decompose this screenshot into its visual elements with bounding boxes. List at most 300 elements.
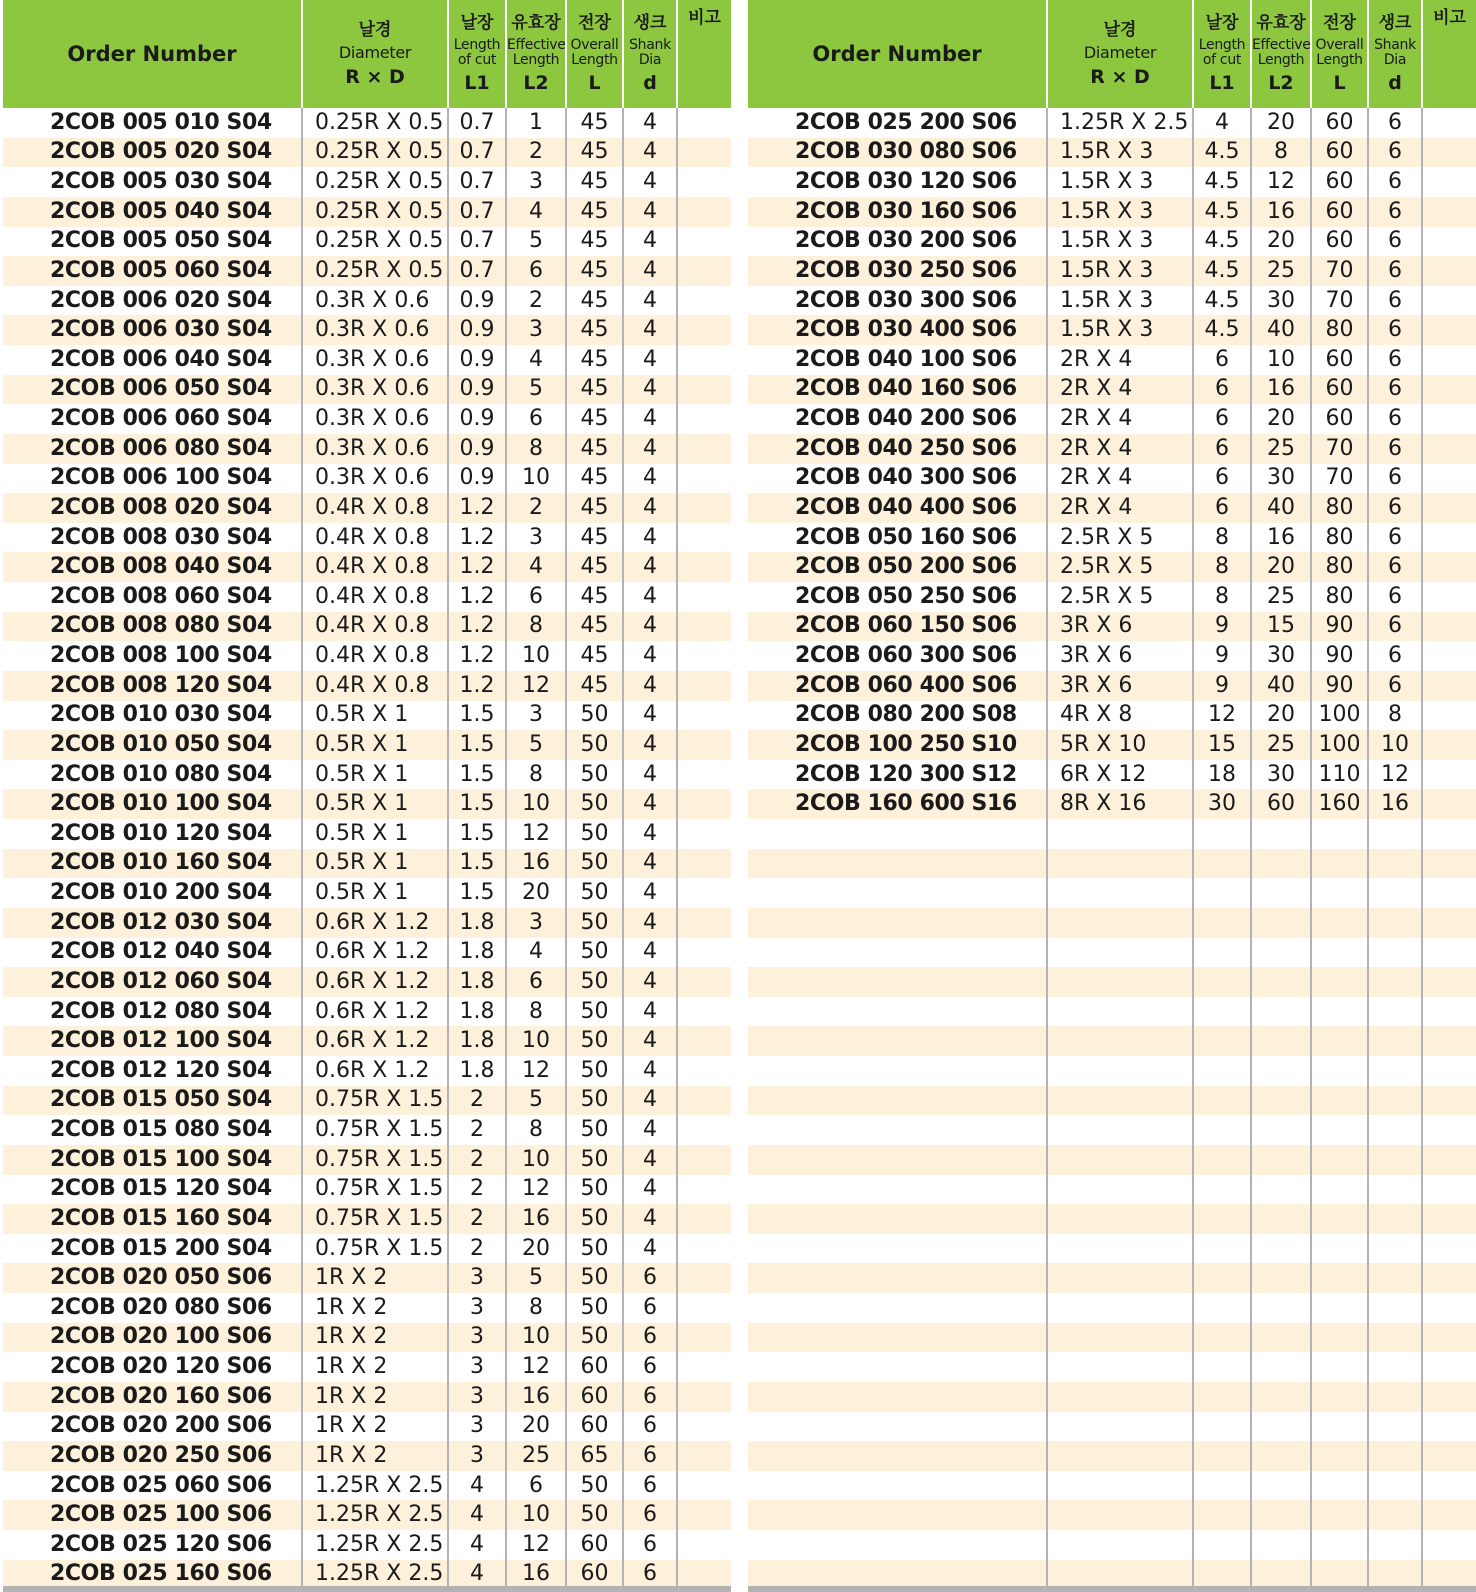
overall-length-cell: 50	[566, 1145, 623, 1175]
empty-cell	[1047, 1293, 1193, 1323]
length-of-cut-cell: 0.9	[448, 315, 506, 345]
note-cell	[677, 1500, 731, 1530]
empty-row	[748, 997, 1476, 1027]
shank-dia-cell: 4	[623, 730, 677, 760]
diameter-cell: 0.4R X 0.8	[302, 612, 448, 642]
table-row	[3, 345, 731, 375]
table-row	[748, 434, 1476, 464]
effective-length-cell: 4	[506, 938, 566, 968]
empty-cell	[1368, 819, 1422, 849]
overall-length-cell: 50	[566, 1293, 623, 1323]
overall-length-cell: 45	[566, 138, 623, 168]
note-cell	[677, 464, 731, 494]
effective-length-cell: 2	[506, 493, 566, 523]
order-number-cell: 2COB 008 080 S04	[3, 612, 302, 642]
length-of-cut-cell: 0.9	[448, 375, 506, 405]
empty-cell	[748, 1352, 1047, 1382]
effective-length-cell: 3	[506, 908, 566, 938]
length-of-cut-cell: 0.9	[448, 286, 506, 316]
table-row	[748, 641, 1476, 671]
effective-length-cell: 20	[1251, 404, 1311, 434]
empty-cell	[1422, 1263, 1476, 1293]
shank-dia-cell: 4	[623, 1204, 677, 1234]
effective-length-cell: 5	[506, 227, 566, 257]
overall-length-cell: 70	[1311, 464, 1368, 494]
empty-cell	[1193, 1234, 1251, 1264]
empty-cell	[1368, 1145, 1422, 1175]
length-of-cut-cell: 1.2	[448, 493, 506, 523]
empty-cell	[1311, 1352, 1368, 1382]
length-of-cut-cell: 4	[1193, 108, 1251, 138]
table-row	[3, 552, 731, 582]
effective-length-cell: 16	[506, 1382, 566, 1412]
table-row	[3, 730, 731, 760]
note-cell	[677, 197, 731, 227]
length-of-cut-cell: 0.7	[448, 227, 506, 257]
length-of-cut-cell: 1.2	[448, 641, 506, 671]
empty-cell	[1422, 878, 1476, 908]
shank-dia-cell: 4	[623, 552, 677, 582]
table-row	[3, 404, 731, 434]
order-number-cell: 2COB 012 080 S04	[3, 997, 302, 1027]
table-row	[3, 1471, 731, 1501]
table-row	[748, 730, 1476, 760]
note-cell	[1422, 760, 1476, 790]
empty-cell	[1251, 1263, 1311, 1293]
length-of-cut-cell: 0.7	[448, 138, 506, 168]
shank-dia-cell: 4	[623, 789, 677, 819]
length-of-cut-cell: 0.7	[448, 167, 506, 197]
effective-length-cell: 20	[1251, 701, 1311, 731]
empty-cell	[1422, 908, 1476, 938]
header-length-of-cut: 날장 Length of cut L1	[1193, 0, 1251, 108]
diameter-cell: 2R X 4	[1047, 434, 1193, 464]
diameter-cell: 0.3R X 0.6	[302, 286, 448, 316]
empty-cell	[1047, 1412, 1193, 1442]
shank-dia-cell: 6	[1368, 404, 1422, 434]
order-number-cell: 2COB 050 200 S06	[748, 552, 1047, 582]
table-row	[3, 671, 731, 701]
table-row	[748, 464, 1476, 494]
empty-cell	[748, 1323, 1047, 1353]
order-number-cell: 2COB 030 250 S06	[748, 256, 1047, 286]
note-cell	[1422, 641, 1476, 671]
diameter-cell: 2R X 4	[1047, 375, 1193, 405]
empty-cell	[748, 967, 1047, 997]
shank-dia-cell: 6	[623, 1263, 677, 1293]
overall-length-cell: 70	[1311, 286, 1368, 316]
empty-cell	[1311, 1412, 1368, 1442]
note-cell	[677, 997, 731, 1027]
empty-cell	[1047, 1441, 1193, 1471]
overall-length-cell: 65	[566, 1441, 623, 1471]
empty-cell	[1251, 1145, 1311, 1175]
length-of-cut-cell: 3	[448, 1441, 506, 1471]
empty-cell	[1193, 1352, 1251, 1382]
overall-length-cell: 80	[1311, 523, 1368, 553]
empty-cell	[1422, 1352, 1476, 1382]
empty-cell	[1422, 1175, 1476, 1205]
empty-cell	[1368, 997, 1422, 1027]
effective-length-cell: 12	[506, 1530, 566, 1560]
shank-dia-cell: 6	[623, 1530, 677, 1560]
overall-length-cell: 60	[566, 1412, 623, 1442]
order-number-cell: 2COB 008 020 S04	[3, 493, 302, 523]
note-cell	[677, 612, 731, 642]
effective-length-cell: 40	[1251, 315, 1311, 345]
effective-length-cell: 30	[1251, 641, 1311, 671]
length-of-cut-cell: 1.8	[448, 1026, 506, 1056]
overall-length-cell: 50	[566, 908, 623, 938]
order-number-cell: 2COB 005 040 S04	[3, 197, 302, 227]
empty-cell	[1311, 1026, 1368, 1056]
empty-cell	[1422, 1441, 1476, 1471]
shank-dia-cell: 10	[1368, 730, 1422, 760]
shank-dia-cell: 4	[623, 345, 677, 375]
diameter-cell: 0.3R X 0.6	[302, 464, 448, 494]
diameter-cell: 0.3R X 0.6	[302, 315, 448, 345]
empty-cell	[1193, 967, 1251, 997]
length-of-cut-cell: 3	[448, 1412, 506, 1442]
empty-cell	[1311, 1056, 1368, 1086]
empty-cell	[1311, 1560, 1368, 1590]
overall-length-cell: 45	[566, 167, 623, 197]
diameter-cell: 0.6R X 1.2	[302, 997, 448, 1027]
order-number-cell: 2COB 120 300 S12	[748, 760, 1047, 790]
order-number-cell: 2COB 020 100 S06	[3, 1323, 302, 1353]
empty-cell	[1251, 1204, 1311, 1234]
empty-cell	[1422, 1471, 1476, 1501]
empty-cell	[1193, 1560, 1251, 1590]
empty-cell	[1193, 849, 1251, 879]
effective-length-cell: 20	[506, 1234, 566, 1264]
length-of-cut-cell: 0.7	[448, 256, 506, 286]
overall-length-cell: 60	[566, 1382, 623, 1412]
effective-length-cell: 6	[506, 967, 566, 997]
length-of-cut-cell: 8	[1193, 552, 1251, 582]
overall-length-cell: 45	[566, 197, 623, 227]
empty-cell	[1193, 1086, 1251, 1116]
shank-dia-cell: 4	[623, 1175, 677, 1205]
overall-length-cell: 90	[1311, 641, 1368, 671]
effective-length-cell: 12	[506, 671, 566, 701]
overall-length-cell: 50	[566, 1204, 623, 1234]
empty-cell	[1422, 1382, 1476, 1412]
empty-cell	[1311, 1175, 1368, 1205]
length-of-cut-cell: 4.5	[1193, 315, 1251, 345]
empty-cell	[1368, 908, 1422, 938]
order-number-cell: 2COB 012 100 S04	[3, 1026, 302, 1056]
empty-cell	[1251, 1412, 1311, 1442]
order-number-cell: 2COB 040 200 S06	[748, 404, 1047, 434]
order-number-cell: 2COB 030 080 S06	[748, 138, 1047, 168]
diameter-cell: 1R X 2	[302, 1412, 448, 1442]
note-cell	[677, 1056, 731, 1086]
length-of-cut-cell: 6	[1193, 345, 1251, 375]
effective-length-cell: 20	[506, 878, 566, 908]
note-cell	[677, 345, 731, 375]
order-number-cell: 2COB 040 160 S06	[748, 375, 1047, 405]
empty-row	[748, 1026, 1476, 1056]
length-of-cut-cell: 8	[1193, 582, 1251, 612]
note-cell	[1422, 701, 1476, 731]
note-cell	[1422, 789, 1476, 819]
effective-length-cell: 16	[1251, 375, 1311, 405]
length-of-cut-cell: 1.5	[448, 730, 506, 760]
header-overall-length: 전장 Overall Length L	[1311, 0, 1368, 108]
empty-cell	[748, 1412, 1047, 1442]
effective-length-cell: 25	[1251, 582, 1311, 612]
diameter-cell: 1.25R X 2.5	[302, 1500, 448, 1530]
effective-length-cell: 20	[1251, 227, 1311, 257]
effective-length-cell: 10	[506, 464, 566, 494]
note-cell	[677, 908, 731, 938]
shank-dia-cell: 4	[623, 1115, 677, 1145]
shank-dia-cell: 6	[1368, 286, 1422, 316]
empty-row	[748, 1382, 1476, 1412]
diameter-cell: 0.6R X 1.2	[302, 967, 448, 997]
order-number-cell: 2COB 010 120 S04	[3, 819, 302, 849]
length-of-cut-cell: 0.9	[448, 345, 506, 375]
empty-cell	[1311, 1500, 1368, 1530]
effective-length-cell: 25	[1251, 730, 1311, 760]
shank-dia-cell: 6	[1368, 612, 1422, 642]
empty-cell	[1047, 1530, 1193, 1560]
note-cell	[677, 256, 731, 286]
overall-length-cell: 60	[1311, 108, 1368, 138]
diameter-cell: 0.25R X 0.5	[302, 108, 448, 138]
empty-cell	[1311, 1471, 1368, 1501]
shank-dia-cell: 4	[623, 1086, 677, 1116]
note-cell	[677, 967, 731, 997]
note-cell	[677, 1352, 731, 1382]
length-of-cut-cell: 4	[448, 1560, 506, 1590]
empty-cell	[1422, 1293, 1476, 1323]
empty-cell	[748, 908, 1047, 938]
table-row	[3, 1352, 731, 1382]
table-row	[3, 315, 731, 345]
header-order-number: Order Number	[748, 0, 1047, 108]
shank-dia-cell: 4	[623, 641, 677, 671]
diameter-cell: 0.3R X 0.6	[302, 404, 448, 434]
empty-cell	[1251, 1530, 1311, 1560]
overall-length-cell: 50	[566, 878, 623, 908]
overall-length-cell: 45	[566, 375, 623, 405]
empty-cell	[1193, 908, 1251, 938]
overall-length-cell: 60	[566, 1352, 623, 1382]
header-order-number: Order Number	[3, 0, 302, 108]
note-cell	[677, 671, 731, 701]
diameter-cell: 0.6R X 1.2	[302, 908, 448, 938]
shank-dia-cell: 4	[623, 908, 677, 938]
table-row	[3, 1145, 731, 1175]
length-of-cut-cell: 3	[448, 1263, 506, 1293]
shank-dia-cell: 4	[623, 760, 677, 790]
effective-length-cell: 10	[506, 1026, 566, 1056]
note-cell	[677, 1026, 731, 1056]
empty-cell	[1251, 1026, 1311, 1056]
order-number-cell: 2COB 025 100 S06	[3, 1500, 302, 1530]
shank-dia-cell: 4	[623, 434, 677, 464]
table-row	[3, 819, 731, 849]
empty-cell	[1368, 1086, 1422, 1116]
length-of-cut-cell: 6	[1193, 404, 1251, 434]
note-cell	[677, 1204, 731, 1234]
note-cell	[1422, 523, 1476, 553]
order-number-cell: 2COB 006 100 S04	[3, 464, 302, 494]
note-cell	[677, 108, 731, 138]
empty-cell	[1311, 849, 1368, 879]
empty-cell	[1368, 1115, 1422, 1145]
empty-cell	[748, 819, 1047, 849]
empty-cell	[1251, 1471, 1311, 1501]
table-row	[748, 167, 1476, 197]
empty-cell	[1251, 1234, 1311, 1264]
header-diameter: 날경 Diameter R × D	[1047, 0, 1193, 108]
length-of-cut-cell: 1.2	[448, 582, 506, 612]
diameter-cell: 1.5R X 3	[1047, 227, 1193, 257]
note-cell	[677, 493, 731, 523]
shank-dia-cell: 4	[623, 493, 677, 523]
length-of-cut-cell: 4.5	[1193, 256, 1251, 286]
length-of-cut-cell: 1.2	[448, 671, 506, 701]
diameter-cell: 2.5R X 5	[1047, 523, 1193, 553]
overall-length-cell: 45	[566, 286, 623, 316]
table-row	[3, 256, 731, 286]
order-number-cell: 2COB 012 030 S04	[3, 908, 302, 938]
table-row	[3, 1323, 731, 1353]
empty-row	[748, 1293, 1476, 1323]
empty-cell	[1251, 1115, 1311, 1145]
overall-length-cell: 45	[566, 256, 623, 286]
note-cell	[1422, 730, 1476, 760]
table-bottom-rule	[3, 1586, 731, 1592]
effective-length-cell: 5	[506, 1263, 566, 1293]
empty-cell	[1251, 878, 1311, 908]
length-of-cut-cell: 0.9	[448, 404, 506, 434]
empty-cell	[1422, 997, 1476, 1027]
empty-row	[748, 1441, 1476, 1471]
diameter-cell: 0.25R X 0.5	[302, 197, 448, 227]
order-number-cell: 2COB 012 120 S04	[3, 1056, 302, 1086]
order-number-cell: 2COB 006 030 S04	[3, 315, 302, 345]
empty-cell	[1368, 1323, 1422, 1353]
effective-length-cell: 4	[506, 345, 566, 375]
diameter-cell: 0.75R X 1.5	[302, 1086, 448, 1116]
order-number-cell: 2COB 015 080 S04	[3, 1115, 302, 1145]
table-row	[3, 1560, 731, 1590]
order-number-cell: 2COB 040 300 S06	[748, 464, 1047, 494]
order-number-cell: 2COB 005 050 S04	[3, 227, 302, 257]
header-overall-length: 전장 Overall Length L	[566, 0, 623, 108]
shank-dia-cell: 6	[623, 1293, 677, 1323]
empty-row	[748, 1145, 1476, 1175]
empty-cell	[1193, 1530, 1251, 1560]
shank-dia-cell: 6	[1368, 434, 1422, 464]
table-row	[748, 227, 1476, 257]
order-number-cell: 2COB 006 020 S04	[3, 286, 302, 316]
empty-row	[748, 1412, 1476, 1442]
order-number-cell: 2COB 030 300 S06	[748, 286, 1047, 316]
length-of-cut-cell: 1.8	[448, 967, 506, 997]
effective-length-cell: 5	[506, 730, 566, 760]
overall-length-cell: 50	[566, 849, 623, 879]
shank-dia-cell: 6	[1368, 256, 1422, 286]
order-number-cell: 2COB 015 050 S04	[3, 1086, 302, 1116]
table-row	[3, 138, 731, 168]
order-number-cell: 2COB 050 160 S06	[748, 523, 1047, 553]
diameter-cell: 1.25R X 2.5	[302, 1560, 448, 1590]
diameter-cell: 0.75R X 1.5	[302, 1204, 448, 1234]
effective-length-cell: 6	[506, 404, 566, 434]
empty-cell	[1047, 1263, 1193, 1293]
diameter-cell: 0.5R X 1	[302, 701, 448, 731]
length-of-cut-cell: 2	[448, 1204, 506, 1234]
shank-dia-cell: 6	[1368, 167, 1422, 197]
overall-length-cell: 100	[1311, 701, 1368, 731]
empty-cell	[748, 997, 1047, 1027]
note-cell	[677, 1441, 731, 1471]
empty-cell	[1422, 1530, 1476, 1560]
empty-cell	[1251, 1352, 1311, 1382]
order-number-cell: 2COB 008 100 S04	[3, 641, 302, 671]
shank-dia-cell: 6	[623, 1471, 677, 1501]
header-effective-length: 유효장 Effective Length L2	[1251, 0, 1311, 108]
empty-cell	[1422, 1086, 1476, 1116]
order-number-cell: 2COB 040 250 S06	[748, 434, 1047, 464]
order-number-cell: 2COB 020 080 S06	[3, 1293, 302, 1323]
table-row	[3, 1026, 731, 1056]
diameter-cell: 0.4R X 0.8	[302, 582, 448, 612]
table-row	[3, 789, 731, 819]
effective-length-cell: 15	[1251, 612, 1311, 642]
table-row	[3, 582, 731, 612]
shank-dia-cell: 6	[1368, 493, 1422, 523]
empty-cell	[1047, 1115, 1193, 1145]
order-number-cell: 2COB 030 120 S06	[748, 167, 1047, 197]
empty-cell	[748, 1471, 1047, 1501]
left-spec-table-panel	[3, 0, 731, 1589]
shank-dia-cell: 4	[623, 849, 677, 879]
empty-cell	[748, 938, 1047, 968]
diameter-cell: 1.5R X 3	[1047, 138, 1193, 168]
diameter-cell: 0.75R X 1.5	[302, 1145, 448, 1175]
effective-length-cell: 25	[506, 1441, 566, 1471]
empty-cell	[1193, 1026, 1251, 1056]
empty-cell	[1422, 849, 1476, 879]
table-row	[3, 908, 731, 938]
order-number-cell: 2COB 005 010 S04	[3, 108, 302, 138]
shank-dia-cell: 4	[623, 878, 677, 908]
length-of-cut-cell: 9	[1193, 671, 1251, 701]
empty-cell	[1422, 1412, 1476, 1442]
diameter-cell: 0.4R X 0.8	[302, 552, 448, 582]
overall-length-cell: 45	[566, 671, 623, 701]
empty-cell	[1311, 1441, 1368, 1471]
order-number-cell: 2COB 006 040 S04	[3, 345, 302, 375]
empty-cell	[1193, 1115, 1251, 1145]
overall-length-cell: 45	[566, 552, 623, 582]
shank-dia-cell: 6	[1368, 345, 1422, 375]
effective-length-cell: 20	[1251, 552, 1311, 582]
header-note: 비고	[677, 0, 731, 108]
empty-cell	[748, 1145, 1047, 1175]
empty-cell	[1047, 1086, 1193, 1116]
overall-length-cell: 60	[566, 1560, 623, 1590]
empty-cell	[748, 1293, 1047, 1323]
order-number-cell: 2COB 020 050 S06	[3, 1263, 302, 1293]
note-cell	[1422, 108, 1476, 138]
